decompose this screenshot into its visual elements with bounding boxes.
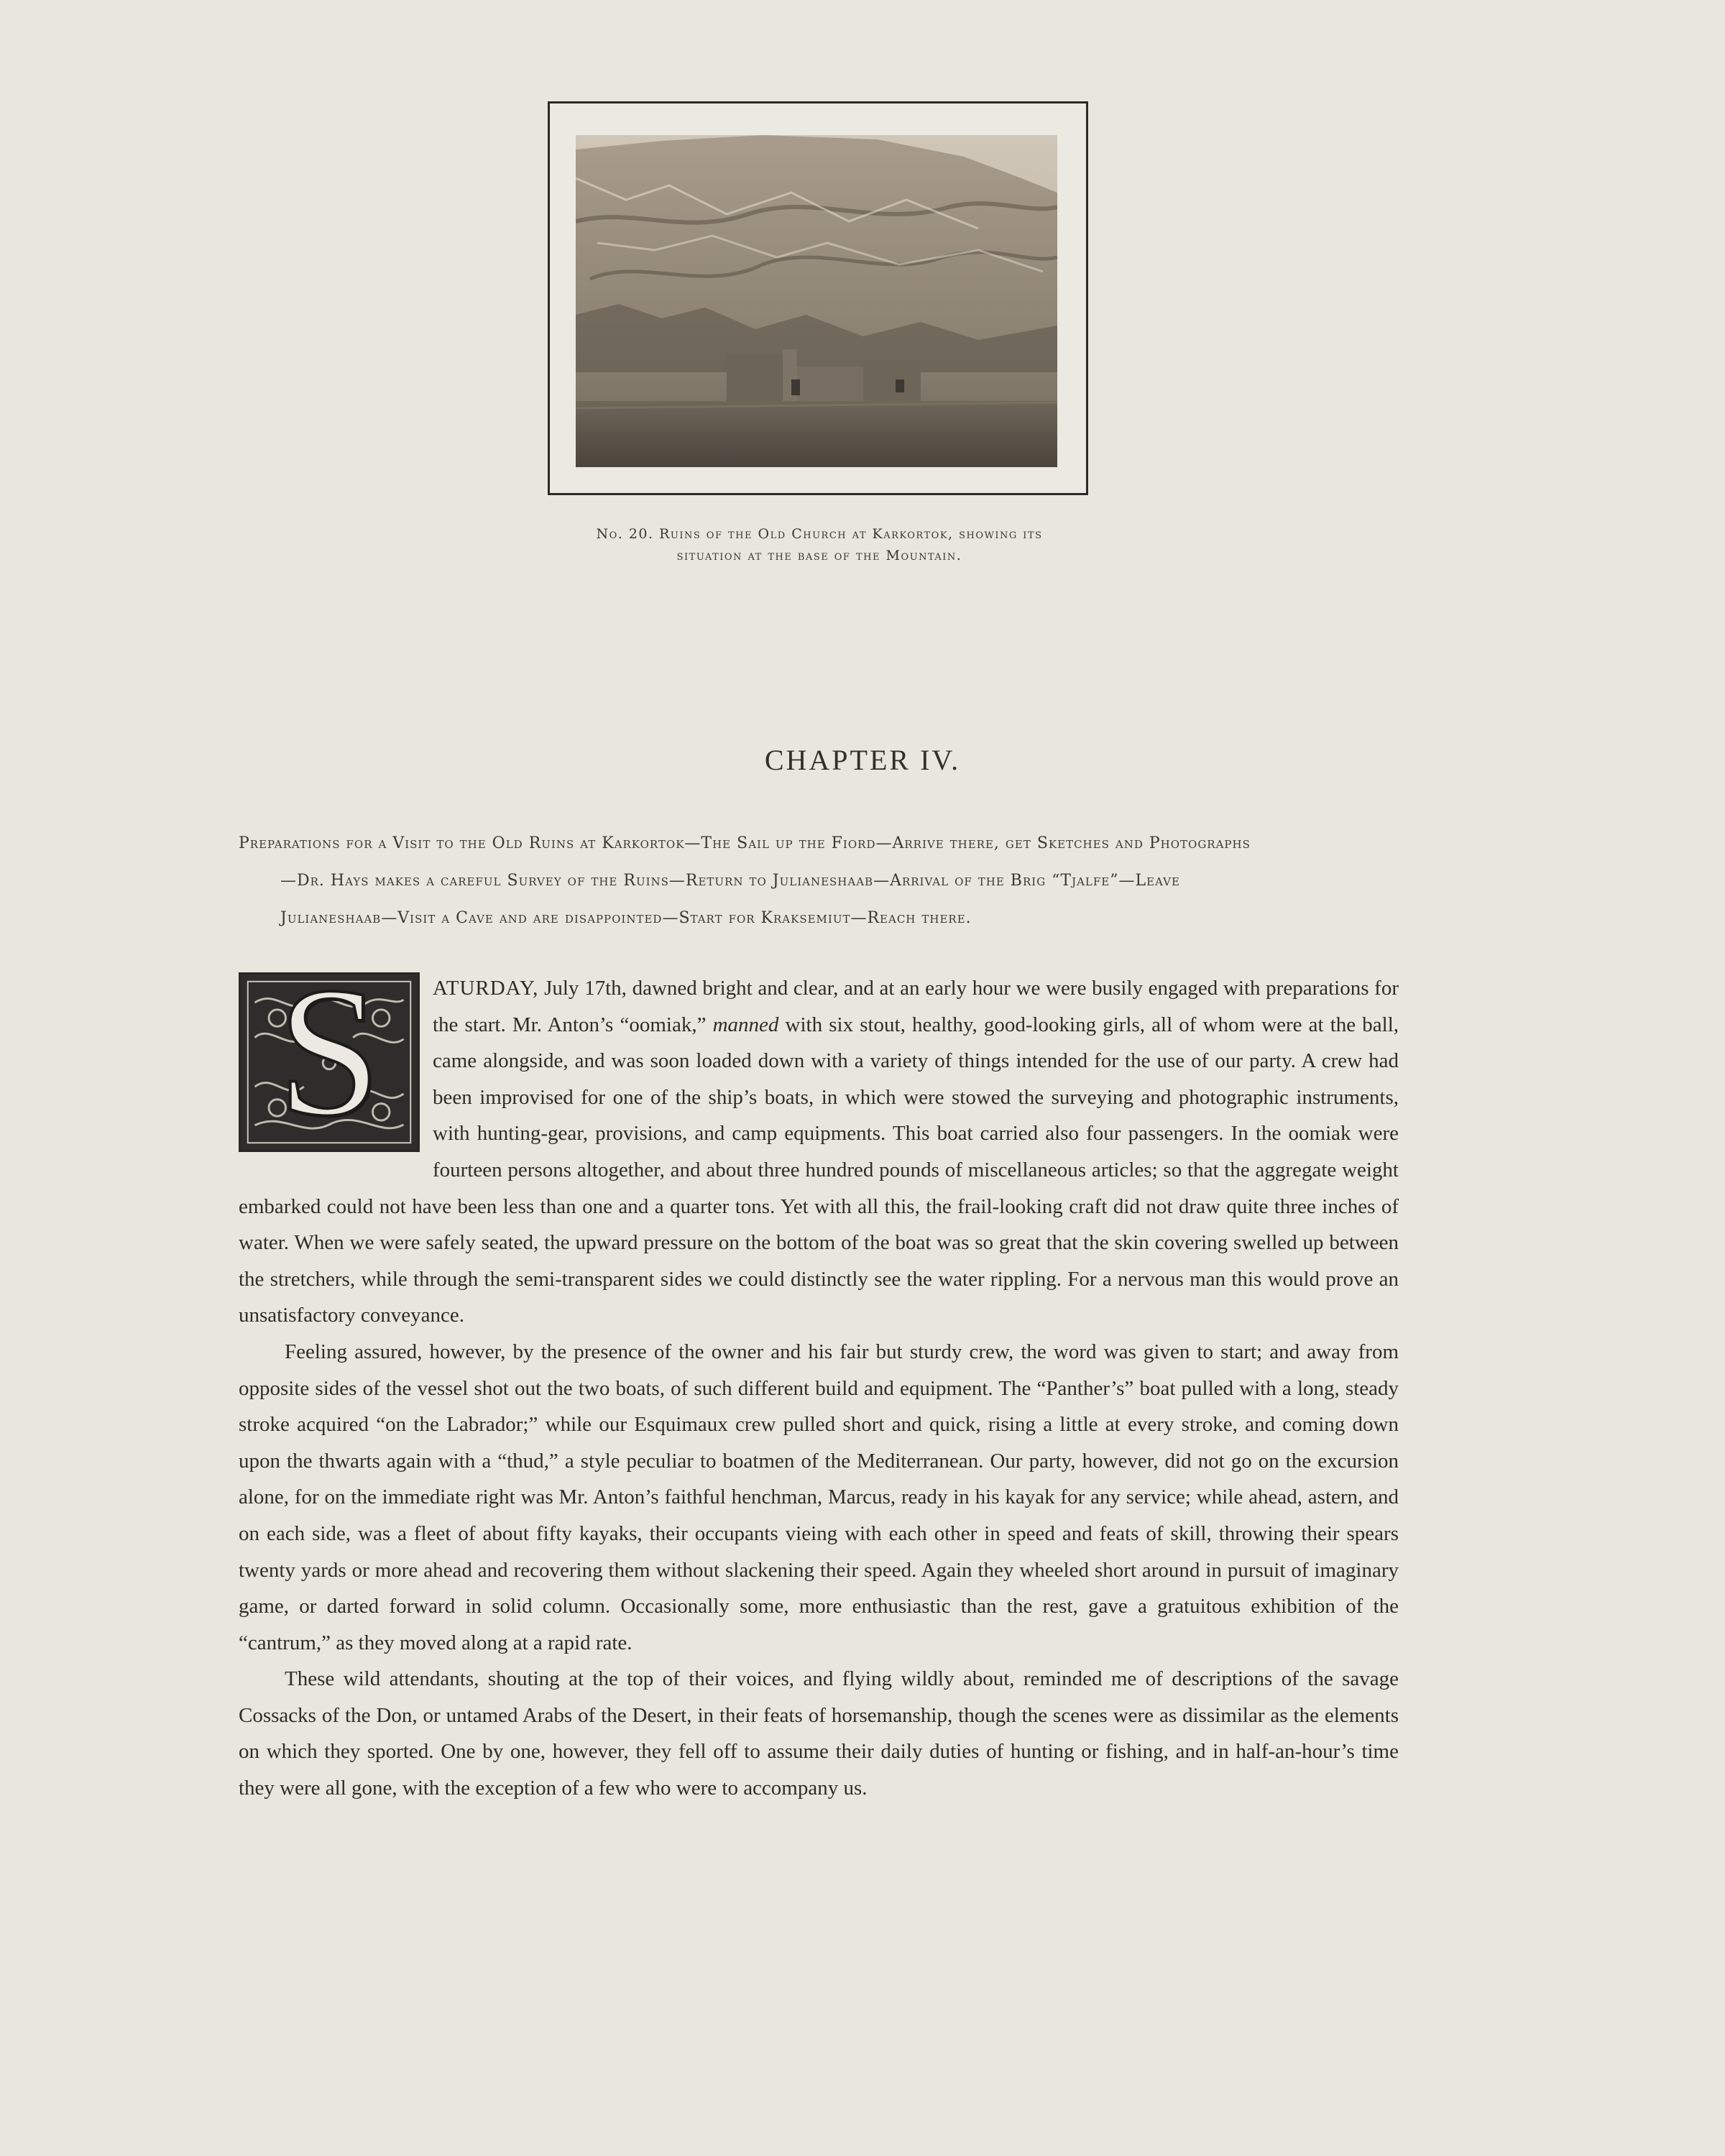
paragraph-1-text-b: with six stout, healthy, good-looking girls, all of whom were at the ball, came alongside, and was soon loaded down with a variety of things intended for the use of our party. A crew had been improvised for one of the ship’s boats, in which were stowed the surveying and photographic instruments, with hunting-gear, provisions, and camp equipments. This boat carried also four passengers. In the oomiak were fourteen persons altogether, and about three hundred pounds of miscellaneous articles; so that the aggregate weight embarked could not have been less than one and a quarter tons. Yet with all this, the frail-looking craft did not draw quite three inches of water. When we were safely seated, the upward pressure on the bottom of the boat was so great that the skin covering swelled up between the stretchers, while through the semi-transparent sides we could distinctly see the water rippling. For a nervous man this would prove an unsatisfactory conveyance. xyxy=(239,1013,1399,1327)
opening-word: ATURDAY, xyxy=(433,977,539,1000)
photo-plate xyxy=(548,101,1088,495)
church-ruins-photograph xyxy=(576,135,1057,467)
summary-line-3: Julianeshaab—Visit a Cave and are disappointed—Start for Kraksemiut—Reach there. xyxy=(280,909,972,927)
chapter-body xyxy=(239,949,1399,1807)
caption-line-1: No. 20. Ruins of the Old Church at Karkortok, showing its xyxy=(596,526,1043,542)
chapter-title: CHAPTER IV. xyxy=(764,744,961,776)
drop-cap-letter: S xyxy=(277,949,381,1154)
paragraph-2: Feeling assured, however, by the presence of the owner and his fair but sturdy crew, the word was given to start; and away from opposite sides of the vessel shot out the two boats, of such different build and equipment. The “Panther’s” boat pulled with a long, steady stroke acquired “on the Labrador;” while our Esquimaux crew pulled short and quick, rising a little at every stroke, and coming down upon the thwarts again with a “thud,” a style peculiar to boatmen of the Mediterranean. Our party, however, did not go on the excursion alone, for on the immediate right was Mr. Anton’s faithful henchman, Marcus, ready in his kayak for any service; while ahead, astern, and on each side, was a fleet of about fifty kayaks, their occupants vieing with each other in speed and feats of skill, throwing their spears twenty yards or more ahead and recovering them without slackening their speed. Again they wheeled short around in pursuit of imaginary game, or darted forward in solid column. Occasionally some, more enthusiastic than the rest, gave a gratuitous exhibition of the “cantrum,” as they moved along at a rapid rate. xyxy=(239,1340,1399,1654)
emphasis-word: manned xyxy=(712,1013,779,1036)
summary-line-2: —Dr. Hays makes a careful Survey of the Ruins—Return to Julianeshaab—Arrival of the Brig “Tjalfe”—Leave xyxy=(280,872,1180,890)
paragraph-1 xyxy=(239,949,1399,1334)
caption-line-2: situation at the base of the Mountain. xyxy=(676,548,962,563)
paragraph-3: These wild attendants, shouting at the top of their voices, and flying wildly about, reminded me of descriptions of the savage Cossacks of the Don, or untamed Arabs of the Desert, in their feats of horsemanship, though the scenes were as dissimilar as the elements on which they sported. One by one, however, they fell off to assume their daily duties of hunting or fishing, and in half-an-hour’s time they were all gone, with the exception of a few who were to accompany us. xyxy=(239,1667,1399,1800)
ornamental-drop-cap xyxy=(239,949,420,1154)
figure-caption xyxy=(503,523,1136,566)
paragraph-1-text-a: July 17th, dawned bright and clear, and at an early hour we were busily engaged with preparations for the start. Mr. Anton’s “oomiak,” xyxy=(433,977,1399,1036)
chapter-summary xyxy=(239,825,1399,937)
summary-line-1: Preparations for a Visit to the Old Ruins at Karkortok—The Sail up the Fiord—Arrive there, get Sketches and Photographs xyxy=(239,834,1251,852)
